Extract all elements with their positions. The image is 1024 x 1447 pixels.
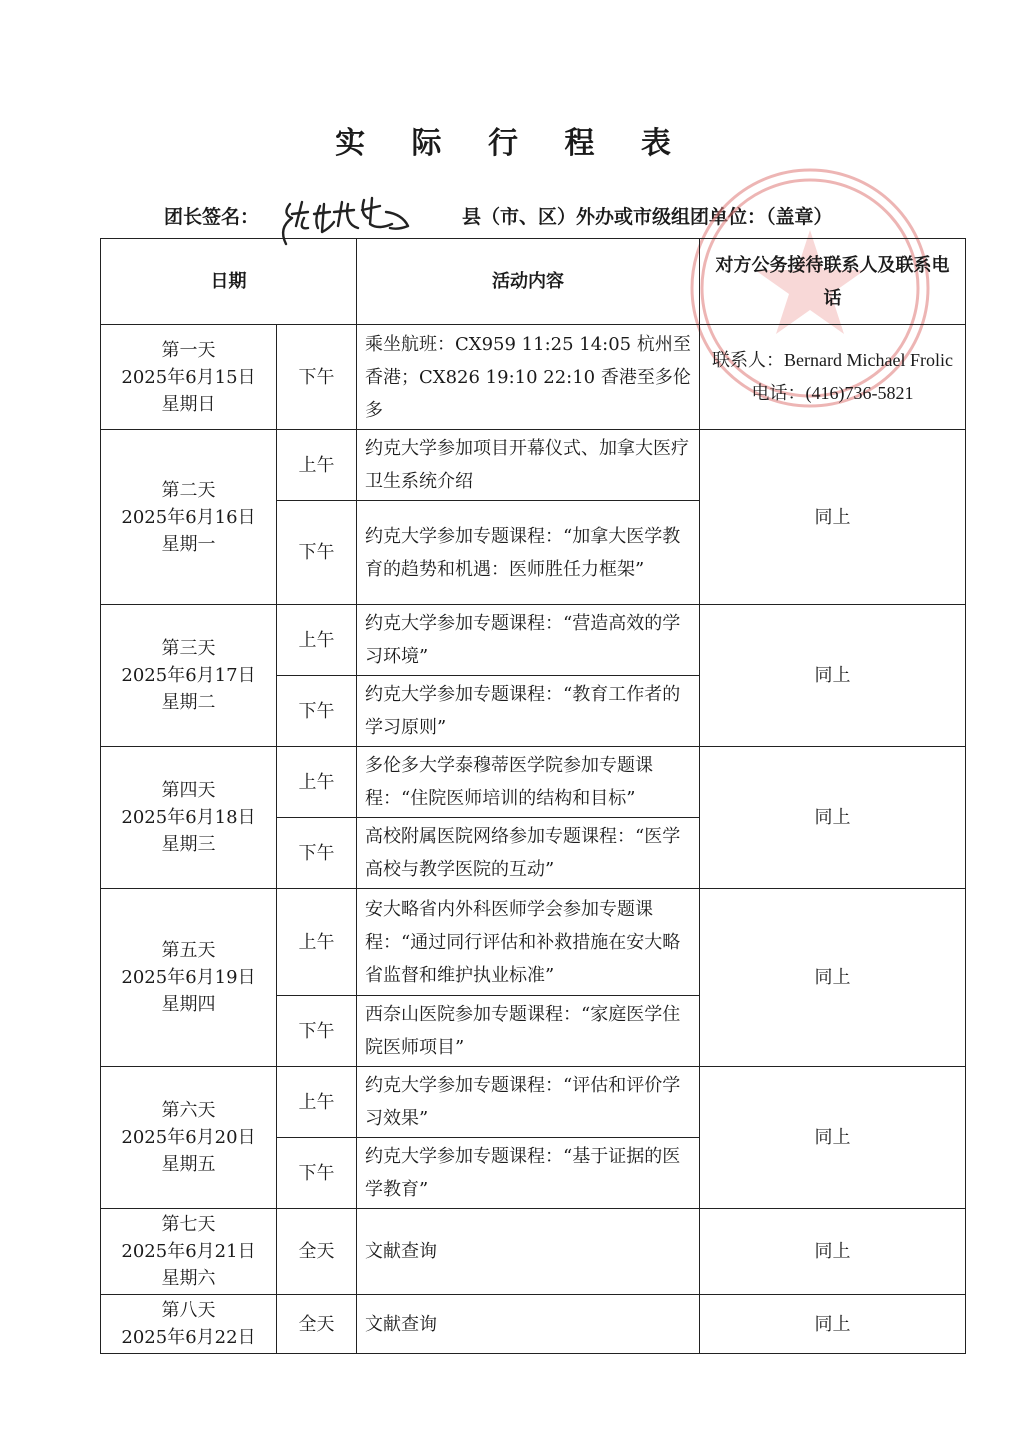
organizing-unit-label: 县（市、区）外办或市级组团单位：（盖章） (462, 206, 833, 228)
day-number: 第五天 (161, 940, 216, 961)
period-cell: 上午 (277, 889, 357, 996)
date-cell (101, 889, 277, 1067)
weekday: 星期三 (161, 834, 216, 855)
weekday: 星期二 (161, 692, 216, 713)
contact-cell: 同上 (700, 430, 966, 605)
weekday: 星期日 (161, 393, 216, 415)
activity-cell: 约克大学参加项目开幕仪式、加拿大医疗卫生系统介绍 (357, 430, 700, 501)
activity-cell: 多伦多大学泰穆蒂医学院参加专题课程：“住院医师培训的结构和目标” (357, 747, 700, 818)
weekday: 星期五 (161, 1154, 216, 1175)
period-cell: 下午 (277, 1138, 357, 1209)
calendar-date: 2025年6月20日 (121, 1127, 256, 1148)
calendar-date: 2025年6月18日 (121, 807, 256, 828)
page-title: 实 际 行 程 表 (335, 126, 689, 161)
table-row (101, 1295, 966, 1354)
contact-cell: 同上 (700, 1209, 966, 1295)
calendar-date: 2025年6月21日 (121, 1241, 256, 1262)
period-cell: 下午 (277, 996, 357, 1067)
period-cell: 下午 (277, 676, 357, 747)
day-number: 第八天 (161, 1300, 216, 1321)
contact-name: 联系人：Bernard Michael Frolic (712, 350, 953, 370)
contact-phone: 电话：(416)736-5821 (751, 383, 914, 403)
activity-cell: 约克大学参加专题课程：“教育工作者的学习原则” (357, 676, 700, 747)
calendar-date: 2025年6月16日 (121, 506, 256, 528)
contact-cell: 同上 (700, 1295, 966, 1354)
activity-cell: 西奈山医院参加专题课程：“家庭医学住院医师项目” (357, 996, 700, 1067)
activity-cell: 约克大学参加专题课程：“评估和评价学习效果” (357, 1067, 700, 1138)
table-row (101, 1209, 966, 1295)
day-number: 第一天 (161, 339, 216, 361)
table-row (101, 1067, 966, 1138)
date-column-header: 日期 (101, 239, 357, 325)
contact-column-header: 对方公务接待联系人及联系电话 (700, 239, 966, 325)
contact-cell: 同上 (700, 889, 966, 1067)
day-number: 第六天 (161, 1100, 216, 1121)
weekday: 星期四 (161, 994, 216, 1015)
calendar-date: 2025年6月15日 (121, 366, 256, 388)
date-cell (101, 325, 277, 430)
date-cell (101, 1209, 277, 1295)
date-cell (101, 1295, 277, 1354)
activity-cell: 高校附属医院网络参加专题课程：“医学高校与教学医院的互动” (357, 818, 700, 889)
period-cell: 下午 (277, 501, 357, 605)
period-cell: 下午 (277, 818, 357, 889)
day-number: 第二天 (161, 479, 216, 501)
date-cell (101, 605, 277, 747)
calendar-date: 2025年6月19日 (121, 967, 256, 988)
calendar-date: 2025年6月17日 (121, 665, 256, 686)
table-row (101, 889, 966, 996)
weekday: 星期六 (161, 1268, 216, 1289)
period-cell: 下午 (277, 325, 357, 430)
activity-cell: 文献查询 (357, 1209, 700, 1295)
day-number: 第七天 (161, 1214, 216, 1235)
period-cell: 上午 (277, 605, 357, 676)
date-cell (101, 430, 277, 605)
period-cell: 上午 (277, 430, 357, 501)
contact-cell: 同上 (700, 605, 966, 747)
date-cell (101, 747, 277, 889)
activity-cell: 约克大学参加专题课程：“基于证据的医学教育” (357, 1138, 700, 1209)
day-number: 第四天 (161, 780, 216, 801)
itinerary-table (100, 238, 966, 1354)
weekday: 星期一 (161, 533, 216, 555)
period-cell: 全天 (277, 1295, 357, 1354)
activity-column-header: 活动内容 (357, 239, 700, 325)
activity-cell: 乘坐航班：CX959 11:25 14:05 杭州至香港；CX826 19:10 22:10 香港至多伦多 (357, 325, 700, 430)
period-cell: 全天 (277, 1209, 357, 1295)
contact-cell: 同上 (700, 1067, 966, 1209)
day-number: 第三天 (161, 638, 216, 659)
activity-cell: 安大略省内外科医师学会参加专题课程：“通过同行评估和补救措施在安大略省监督和维护执业标准” (357, 889, 700, 996)
table-header-row (101, 239, 966, 325)
contact-cell (700, 325, 966, 430)
table-row (101, 325, 966, 430)
table-row (101, 747, 966, 818)
leader-signature-label: 团长签名： (164, 206, 260, 228)
calendar-date: 2025年6月22日 (121, 1327, 256, 1348)
activity-cell: 约克大学参加专题课程：“营造高效的学习环境” (357, 605, 700, 676)
date-cell (101, 1067, 277, 1209)
table-row (101, 430, 966, 501)
period-cell: 上午 (277, 1067, 357, 1138)
table-row (101, 605, 966, 676)
activity-cell: 文献查询 (357, 1295, 700, 1354)
period-cell: 上午 (277, 747, 357, 818)
contact-cell: 同上 (700, 747, 966, 889)
activity-cell: 约克大学参加专题课程：“加拿大医学教育的趋势和机遇：医师胜任力框架” (357, 501, 700, 605)
